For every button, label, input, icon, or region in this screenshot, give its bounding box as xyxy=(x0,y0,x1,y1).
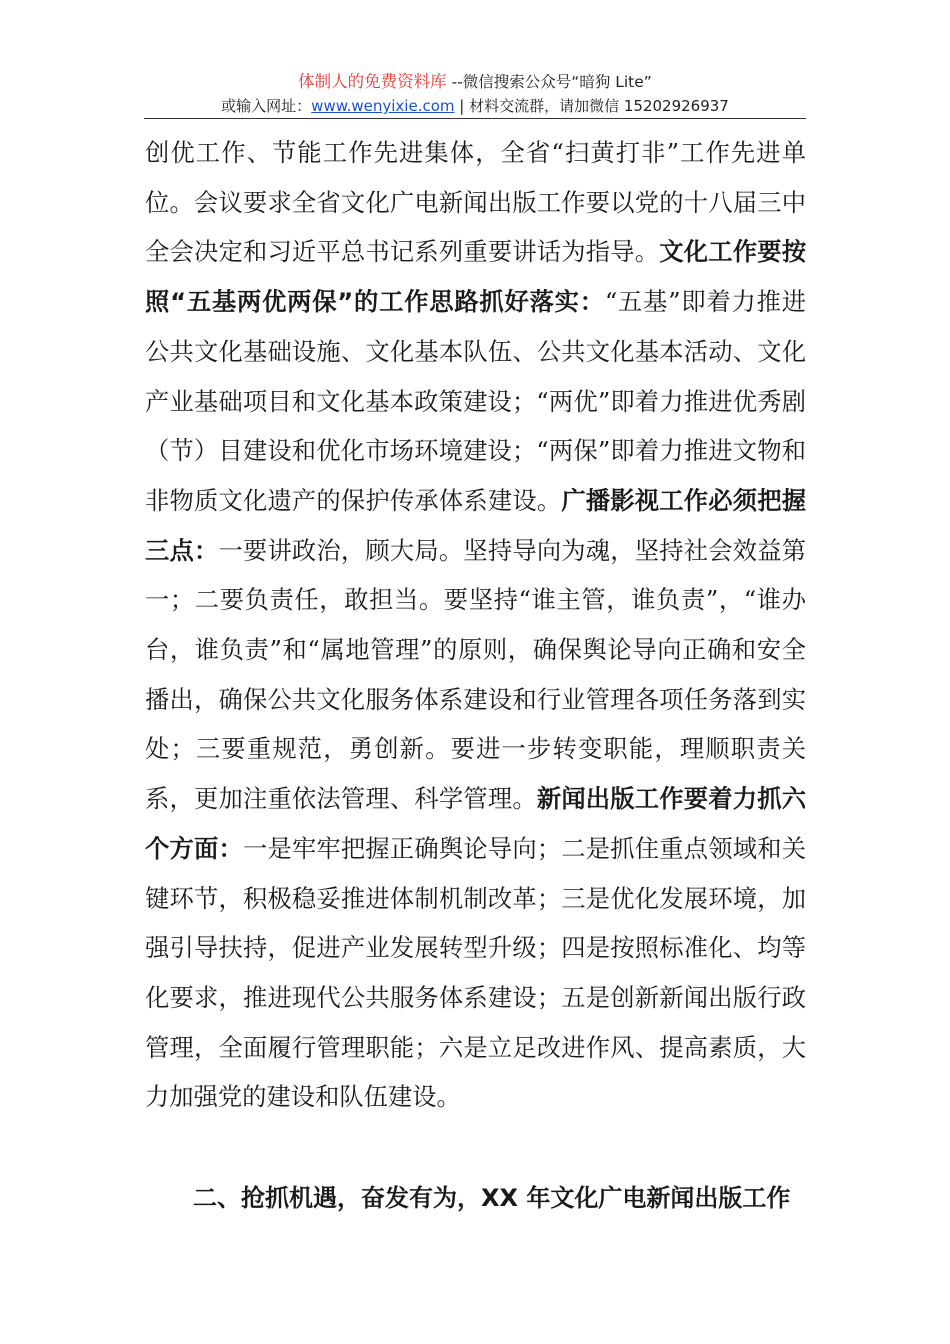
bold-heading-broadcast: 广播影视工作必须把握三点： xyxy=(145,485,807,565)
text-run: 一是牢牢把握正确舆论导向；二是抓住重点领域和关键环节，积极稳妥推进体制机制改革；三是优化发展环境，加强引导扶持，促进产业发展转型升级；四是按照标准化、均等化要求，推进现代公共服务体系建设；五是创新新闻出版行政管理，全面履行管理职能；六是立足改进作风、提高素质，大力加强党的建设和队伍建设。 xyxy=(145,833,807,1112)
brand-suffix: --微信搜索公众号“暗狗 Lite” xyxy=(446,73,652,91)
bold-heading-press: 新闻出版工作要着力抓六个方面： xyxy=(145,784,807,863)
page-header xyxy=(142,70,808,118)
text-run: “五基”即着力推进公共文化基础设施、文化基本队伍、公共文化基本活动、文化产业基础项目和文化基本政策建设；“两优”即着力推进优秀剧（节）目建设和优化市场环境建设；“两保”即着力推进文物和非物质文化遗产的保护传承体系建设。 xyxy=(145,287,806,515)
url-suffix: | 材料交流群，请加微信 15202926937 xyxy=(454,97,729,115)
url-prefix: 或输入网址： xyxy=(221,97,312,115)
text-run: 一要讲政治，顾大局。坚持导向为魂，坚持社会效益第一；二要负责任，敢担当。要坚持“谁主管，谁负责”，“谁办台，谁负责”和“属地管理”的原则，确保舆论导向正确和安全播出，确保公共文化服务体系建设和行业管理各项任务落到实处；三要重规范，勇创新。要进一步转变职能，理顺职责关系，更加注重依法管理、科学管理。 xyxy=(145,535,807,814)
brand-name: 体制人的免费资料库 xyxy=(298,72,447,91)
header-line-1 xyxy=(142,70,808,94)
header-line-2 xyxy=(142,94,808,118)
text-run: 创优工作、节能工作先进集体，全省“扫黄打非”工作先进单位。会议要求全省文化广电新闻出版工作要以党的十八届三中全会决定和习近平总书记系列重要讲话为指导。 xyxy=(145,138,806,267)
bold-heading-culture: 文化工作要按照“五基两优两保”的工作思路抓好落实： xyxy=(145,237,807,317)
website-link[interactable]: www.wenyixie.com xyxy=(311,97,455,115)
paragraph xyxy=(145,128,806,1122)
section-heading: 二、抢抓机遇，奋发有为，XX 年文化广电新闻出版工作 xyxy=(193,1184,791,1212)
header-divider xyxy=(144,118,806,119)
body-text xyxy=(145,128,806,1122)
